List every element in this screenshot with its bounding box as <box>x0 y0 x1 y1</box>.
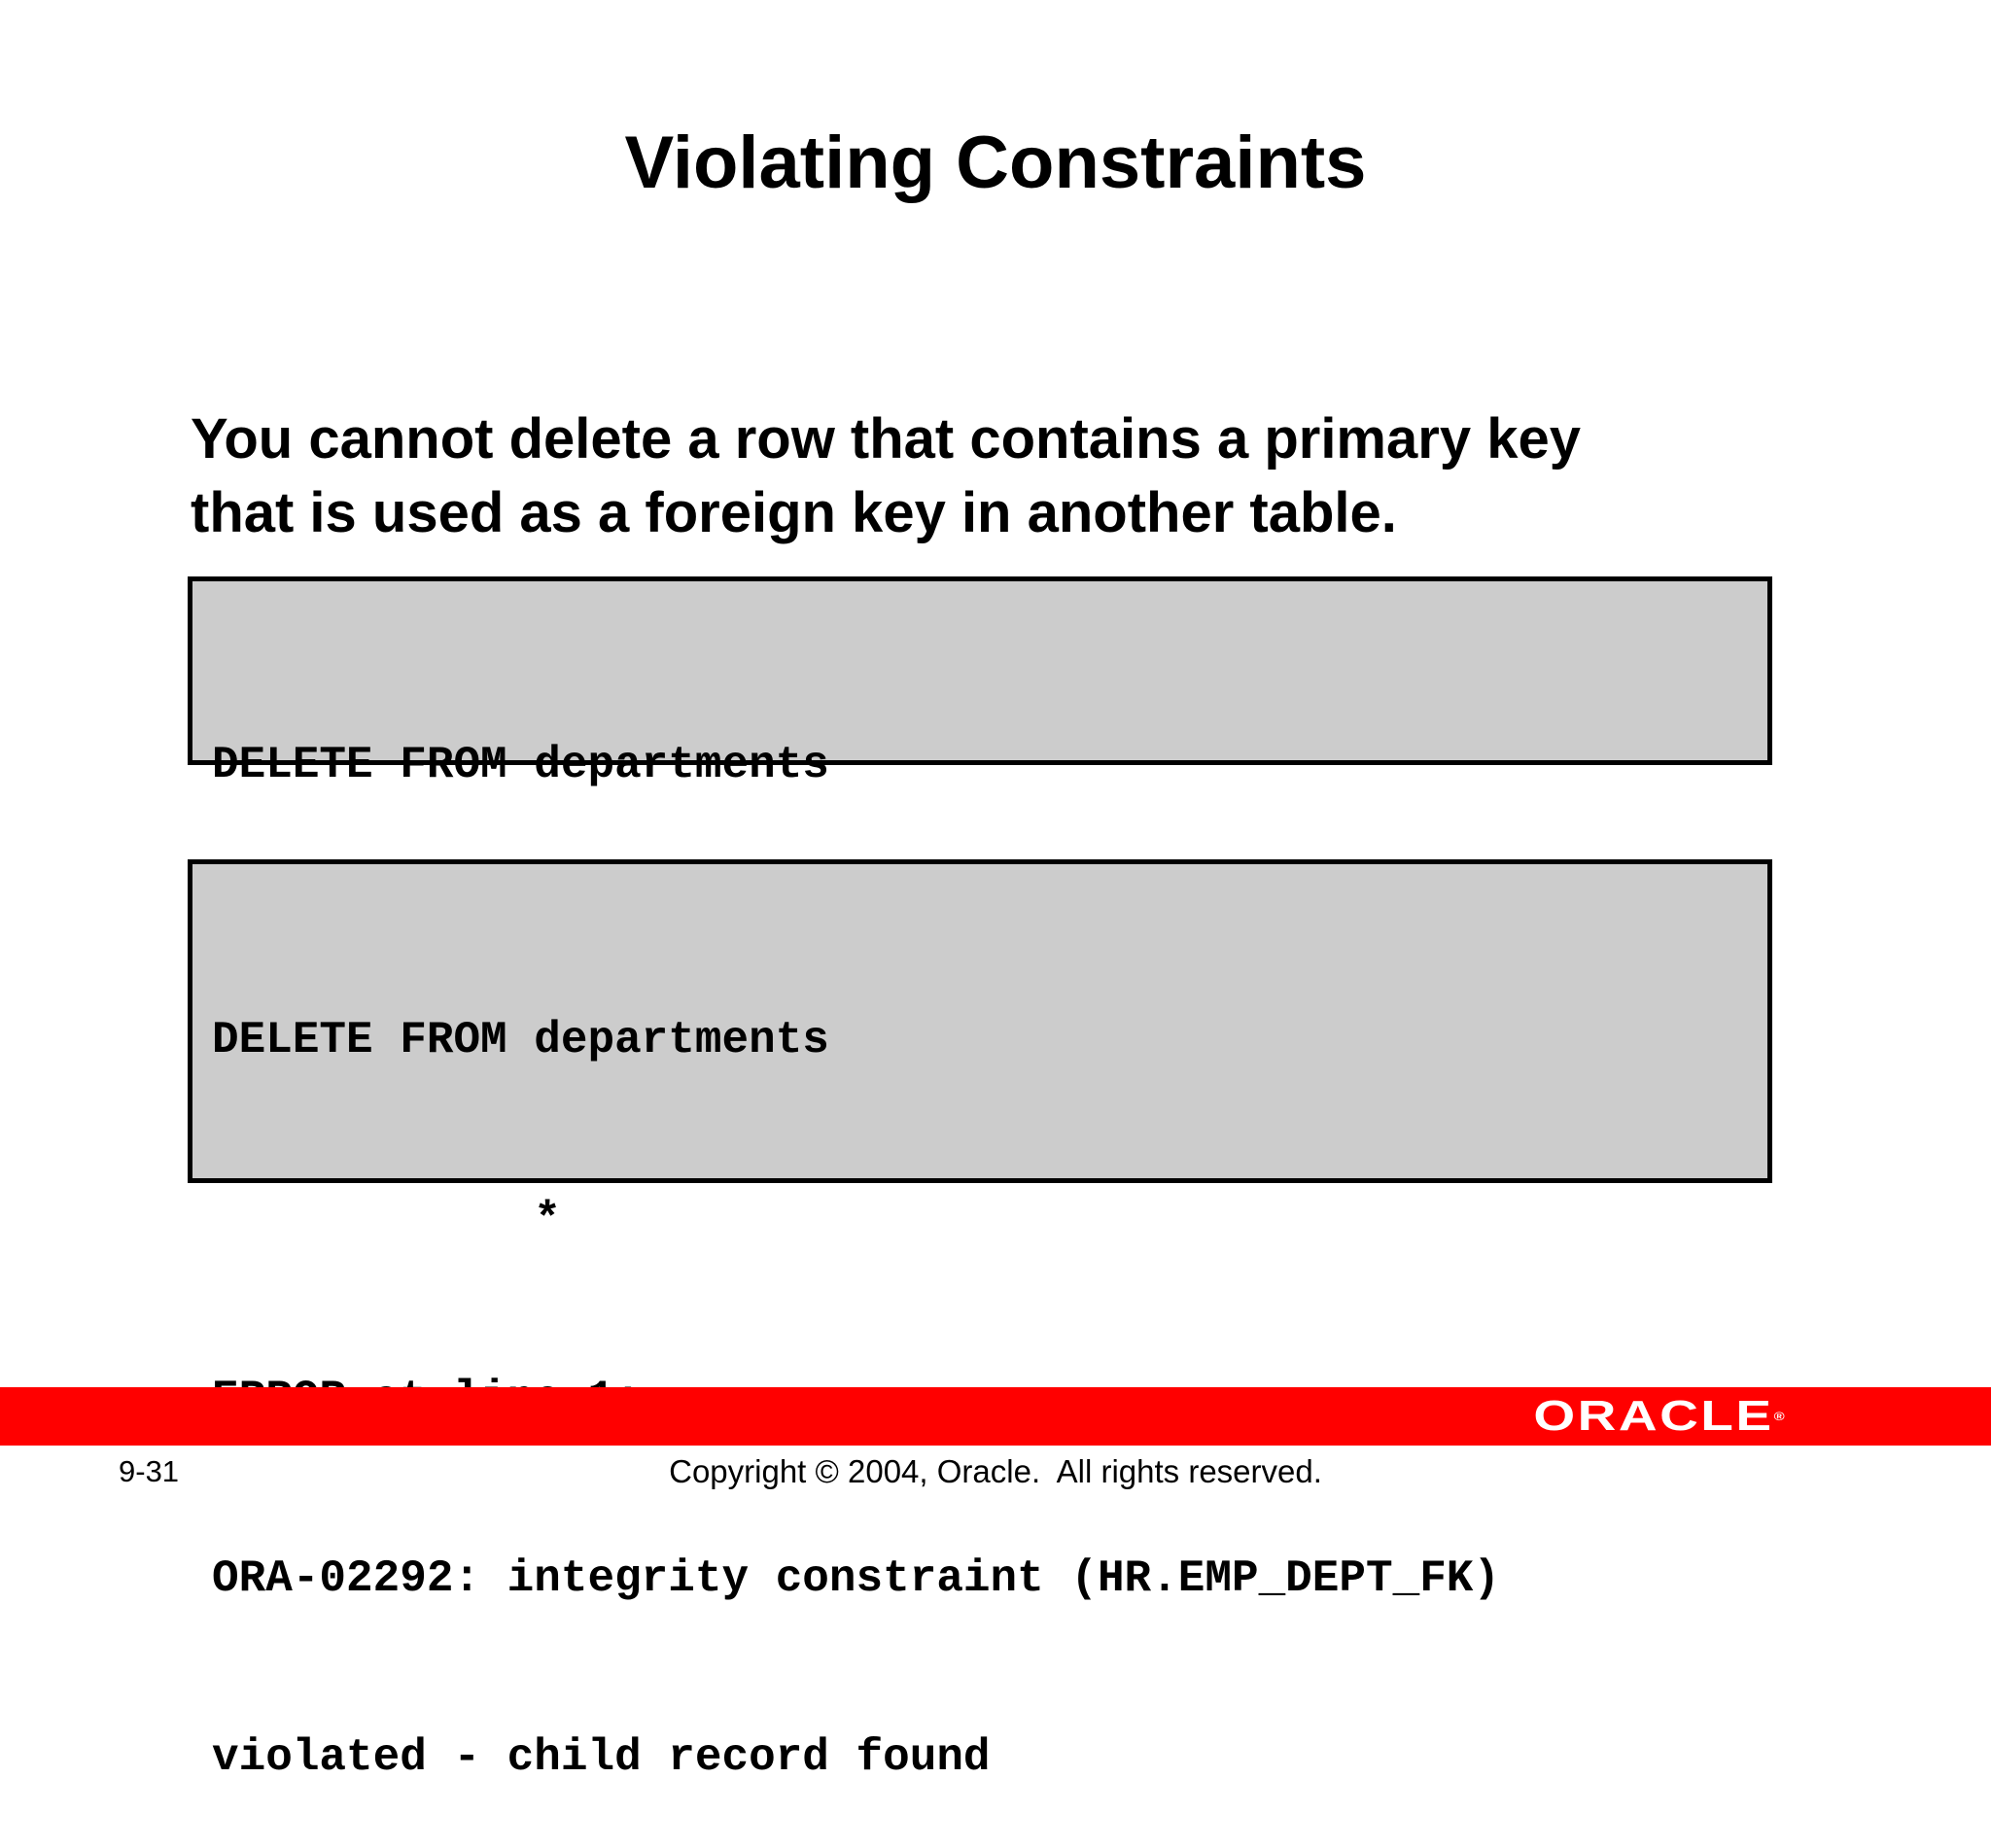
registered-mark: ® <box>1773 1410 1785 1423</box>
logo-text: ORACLE <box>1533 1392 1774 1440</box>
intro-line: You cannot delete a row that contains a primary key <box>191 407 1581 471</box>
sql-statement-box <box>188 576 1772 790</box>
code-line: DELETE FROM departments <box>212 740 829 790</box>
code-line: ORA-02292: integrity constraint (HR.EMP_DEPT_FK) <box>212 1552 1501 1604</box>
code-line: violated - child record found <box>212 1732 991 1783</box>
copyright-text: Copyright © 2004, Oracle. All rights reserved. <box>669 1453 1322 1489</box>
intro-text <box>191 402 1785 550</box>
intro-line: that is used as a foreign key in another table. <box>191 481 1397 544</box>
page-number: 9-31 <box>119 1454 180 1488</box>
oracle-logo <box>1534 1393 1785 1440</box>
slide-title: Violating Constraints <box>624 122 1367 204</box>
footer-band <box>0 1387 1991 1446</box>
code-line: * <box>212 1194 561 1245</box>
code-line: DELETE FROM departments <box>212 1015 829 1065</box>
